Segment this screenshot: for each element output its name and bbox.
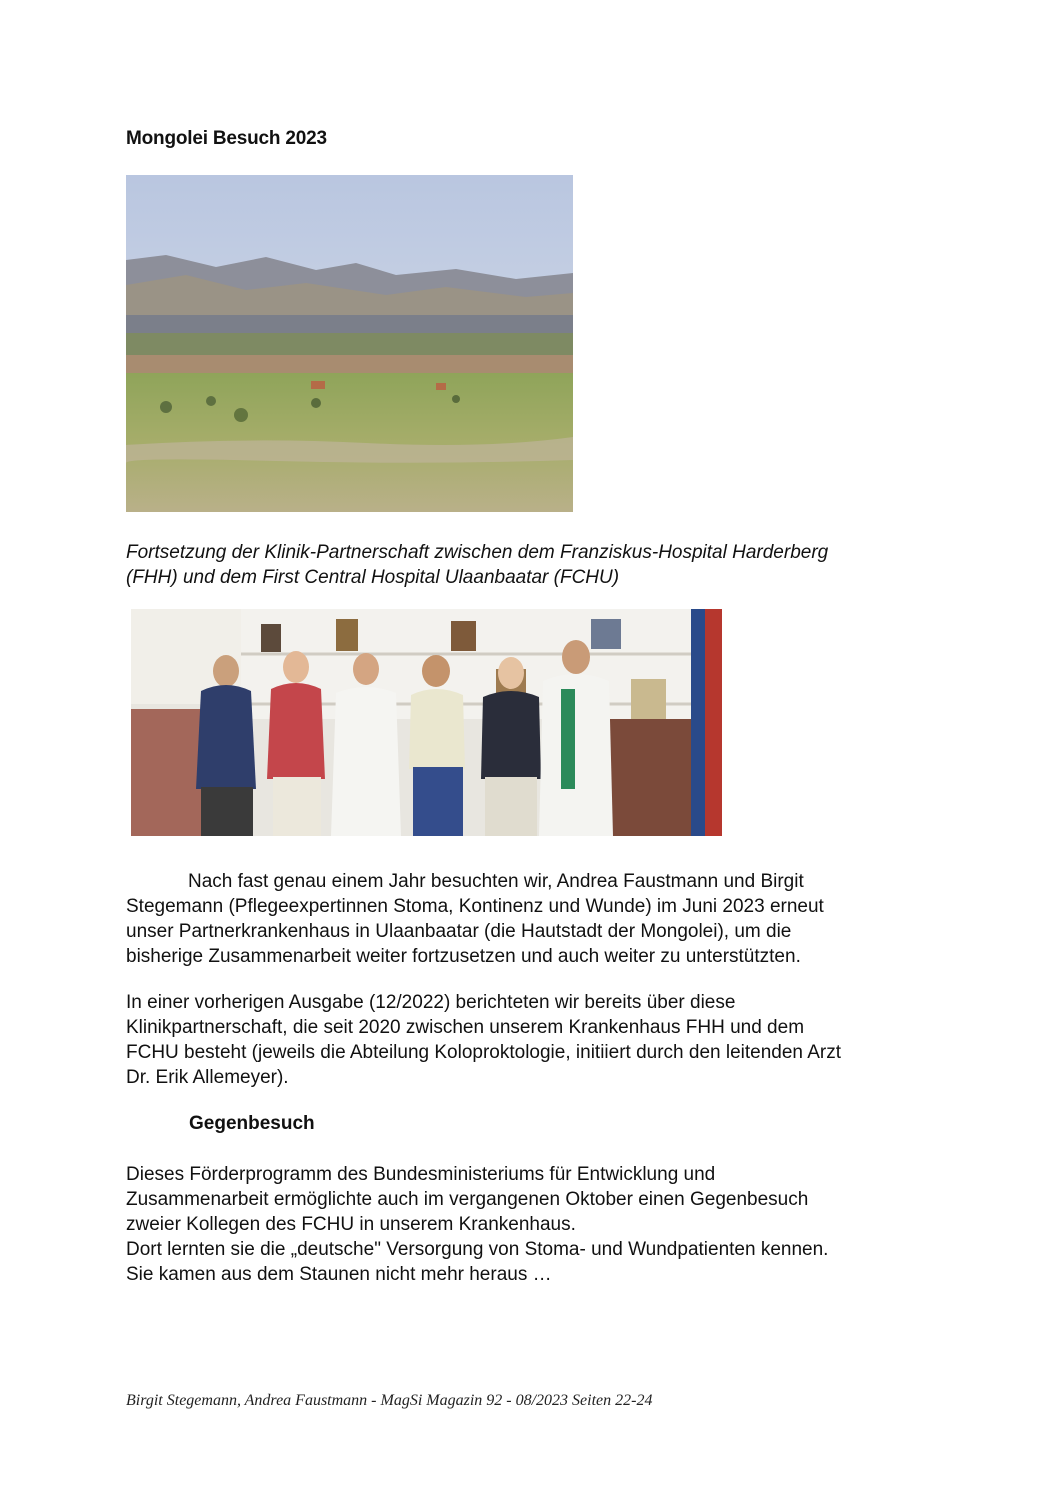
- paragraph-line: Stegemann (Pflegeexpertinnen Stoma, Kontinenz und Wunde) im Juni 2023 erneut: [126, 896, 824, 917]
- paragraph-line: Dort lernten sie die „deutsche" Versorgung von Stoma- und Wundpatienten kennen.: [126, 1239, 829, 1260]
- paragraph-history: [126, 990, 956, 1090]
- paragraph-counter-visit: [126, 1162, 956, 1287]
- paragraph-intro: [126, 869, 956, 969]
- paragraph-line: unser Partnerkrankenhaus in Ulaanbaatar (die Hautstadt der Mongolei), um die: [126, 921, 792, 942]
- caption-line: Fortsetzung der Klinik-Partnerschaft zwischen dem Franziskus-Hospital Harderberg: [126, 542, 829, 563]
- paragraph-line: Zusammenarbeit ermöglichte auch im vergangenen Oktober einen Gegenbesuch: [126, 1189, 809, 1210]
- group-photo: [131, 609, 722, 836]
- paragraph-line: zweier Kollegen des FCHU in unserem Krankenhaus.: [126, 1214, 576, 1235]
- paragraph-line: Klinikpartnerschaft, die seit 2020 zwischen unserem Krankenhaus FHH und dem: [126, 1017, 805, 1038]
- paragraph-line: FCHU besteht (jeweils die Abteilung Koloproktologie, initiiert durch den leitenden Arzt: [126, 1042, 842, 1063]
- caption-line: (FHH) und dem First Central Hospital Ulaanbaatar (FCHU): [126, 567, 620, 588]
- paragraph-line: Nach fast genau einem Jahr besuchten wir, Andrea Faustmann und Birgit: [188, 871, 804, 892]
- paragraph-line: Dr. Erik Allemeyer).: [126, 1067, 289, 1088]
- paragraph-line: In einer vorherigen Ausgabe (12/2022) berichteten wir bereits über diese: [126, 992, 736, 1013]
- paragraph-line: bisherige Zusammenarbeit weiter fortzusetzen und auch weiter zu unterstützten.: [126, 946, 801, 967]
- page-title: Mongolei Besuch 2023: [126, 128, 327, 149]
- landscape-photo: [126, 175, 573, 512]
- page-footer: Birgit Stegemann, Andrea Faustmann - MagSi Magazin 92 - 08/2023 Seiten 22-24: [126, 1392, 653, 1409]
- image-caption: [126, 540, 956, 590]
- paragraph-line: Dieses Förderprogramm des Bundesministeriums für Entwicklung und: [126, 1164, 716, 1185]
- section-heading: Gegenbesuch: [189, 1113, 315, 1134]
- paragraph-line: Sie kamen aus dem Staunen nicht mehr heraus …: [126, 1264, 552, 1285]
